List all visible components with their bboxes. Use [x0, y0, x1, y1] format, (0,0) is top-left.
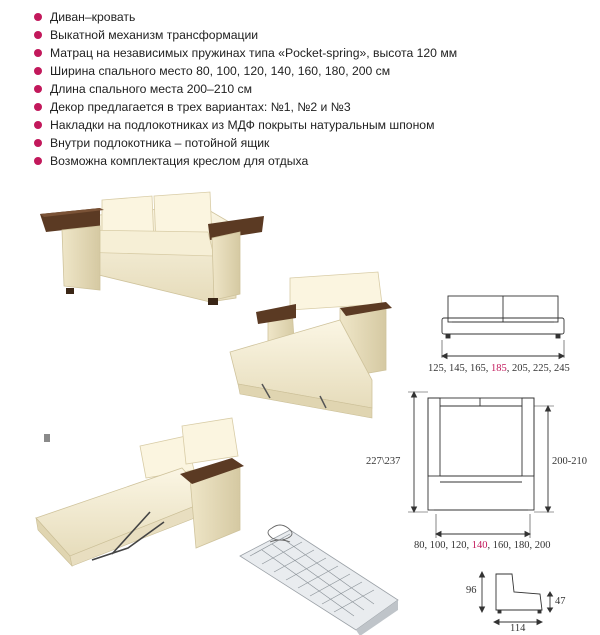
feature-item: Возможна комплектация креслом для отдыха [34, 152, 457, 170]
side-view-drawing [480, 572, 553, 625]
side-seat-height-label: 47 [555, 596, 566, 607]
feature-item: Длина спального места 200–210 см [34, 80, 457, 98]
side-height-label: 96 [466, 585, 477, 596]
feature-item: Накладки на подлокотниках из МДФ покрыты натуральным шпоном [34, 116, 457, 134]
front-view-drawing [442, 296, 564, 359]
feature-item: Выкатной механизм трансформации [34, 26, 457, 44]
mattress-springs-photo [240, 525, 398, 635]
front-width-dimensions: 125, 145, 165, 185, 205, 225, 245 [428, 363, 570, 374]
feature-item: Декор предлагается в трех вариантах: №1, №2 и №3 [34, 98, 457, 116]
top-length-left-label: 227\237 [366, 456, 401, 467]
feature-item: Внутри подлокотника – потойной ящик [34, 134, 457, 152]
side-depth-label: 114 [510, 623, 526, 634]
top-width-dimensions: 80, 100, 120, 140, 160, 180, 200 [414, 540, 551, 551]
feature-item: Матрац на независимых пружинах типа «Pocket-spring», высота 120 мм [34, 44, 457, 62]
top-length-right-label: 200-210 [552, 456, 587, 467]
sofa-closed-photo [40, 192, 264, 305]
feature-item: Диван–кровать [34, 8, 457, 26]
sofa-extended-photo [230, 272, 392, 418]
feature-item: Ширина спального место 80, 100, 120, 140, 160, 180, 200 см [34, 62, 457, 80]
sofa-unfolded-photo [36, 418, 244, 566]
top-view-drawing [408, 392, 554, 538]
